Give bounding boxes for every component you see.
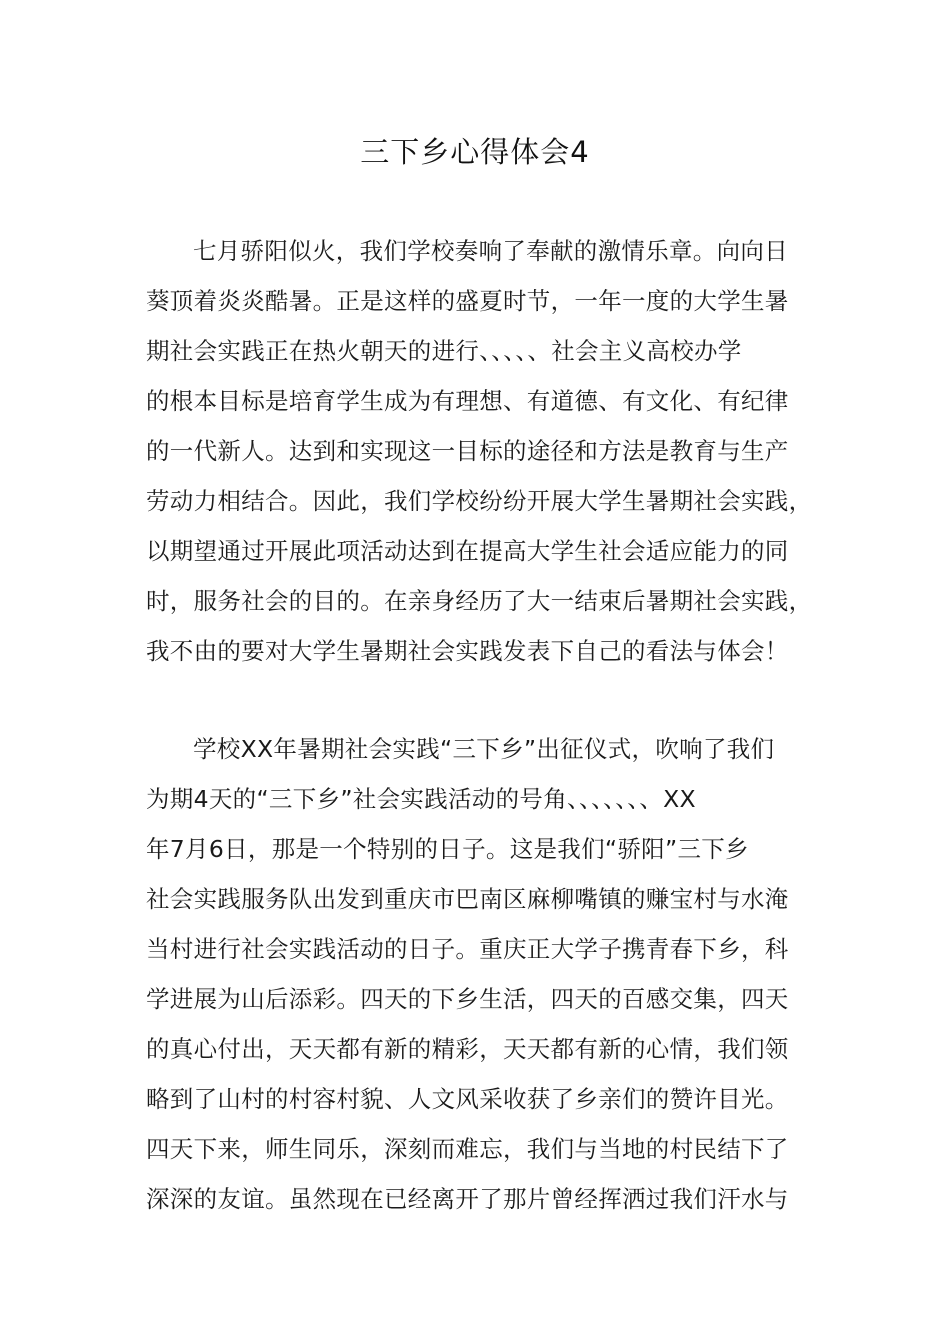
- paragraph-line: 七月骄阳似火，我们学校奏响了奉献的激情乐章。向向日: [193, 237, 788, 265]
- paragraph-line: 的一代新人。达到和实现这一目标的途径和方法是教育与生产: [146, 437, 789, 465]
- paragraph-line: 劳动力相结合。因此，我们学校纷纷开展大学生暑期社会实践，: [146, 487, 813, 515]
- paragraph-line: 期社会实践正在热火朝天的进行、、、、、社会主义高校办学: [146, 337, 742, 365]
- paragraph-line: 略到了山村的村容村貌、人文风采收获了乡亲们的赞许目光。: [146, 1085, 789, 1113]
- paragraph-1: [146, 226, 822, 676]
- paragraph-line: 深深的友谊。虽然现在已经离开了那片曾经挥洒过我们汗水与: [146, 1185, 789, 1213]
- paragraph-line: 学校XX年暑期社会实践“三下乡”出征仪式，吹响了我们: [193, 735, 775, 763]
- paragraph-line: 社会实践服务队出发到重庆市巴南区麻柳嘴镇的赚宝村与水淹: [146, 885, 789, 913]
- paragraph-line: 年7月6日，那是一个特别的日子。这是我们“骄阳”三下乡: [146, 835, 749, 863]
- paragraph-line: 葵顶着炎炎酷暑。正是这样的盛夏时节，一年一度的大学生暑: [146, 287, 789, 315]
- paragraph-line: 四天下来，师生同乐，深刻而难忘，我们与当地的村民结下了: [146, 1135, 789, 1163]
- paragraph-line: 我不由的要对大学生暑期社会实践发表下自己的看法与体会！: [146, 637, 789, 665]
- paragraph-2: [146, 724, 822, 1224]
- paragraph-line: 的根本目标是培育学生成为有理想、有道德、有文化、有纪律: [146, 387, 789, 415]
- paragraph-line: 以期望通过开展此项活动达到在提高大学生社会适应能力的同: [146, 537, 789, 565]
- paragraph-line: 的真心付出，天天都有新的精彩，天天都有新的心情，我们领: [146, 1035, 789, 1063]
- document-title: 三下乡心得体会4: [360, 135, 590, 169]
- paragraph-line: 学进展为山后添彩。四天的下乡生活，四天的百感交集，四天: [146, 985, 789, 1013]
- paragraph-line: 当村进行社会实践活动的日子。重庆正大学子携青春下乡，科: [146, 935, 789, 963]
- paragraph-line: 为期4天的“三下乡”社会实践活动的号角、、、、、、、XX: [146, 785, 696, 813]
- paragraph-line: 时，服务社会的目的。在亲身经历了大一结束后暑期社会实践，: [146, 587, 813, 615]
